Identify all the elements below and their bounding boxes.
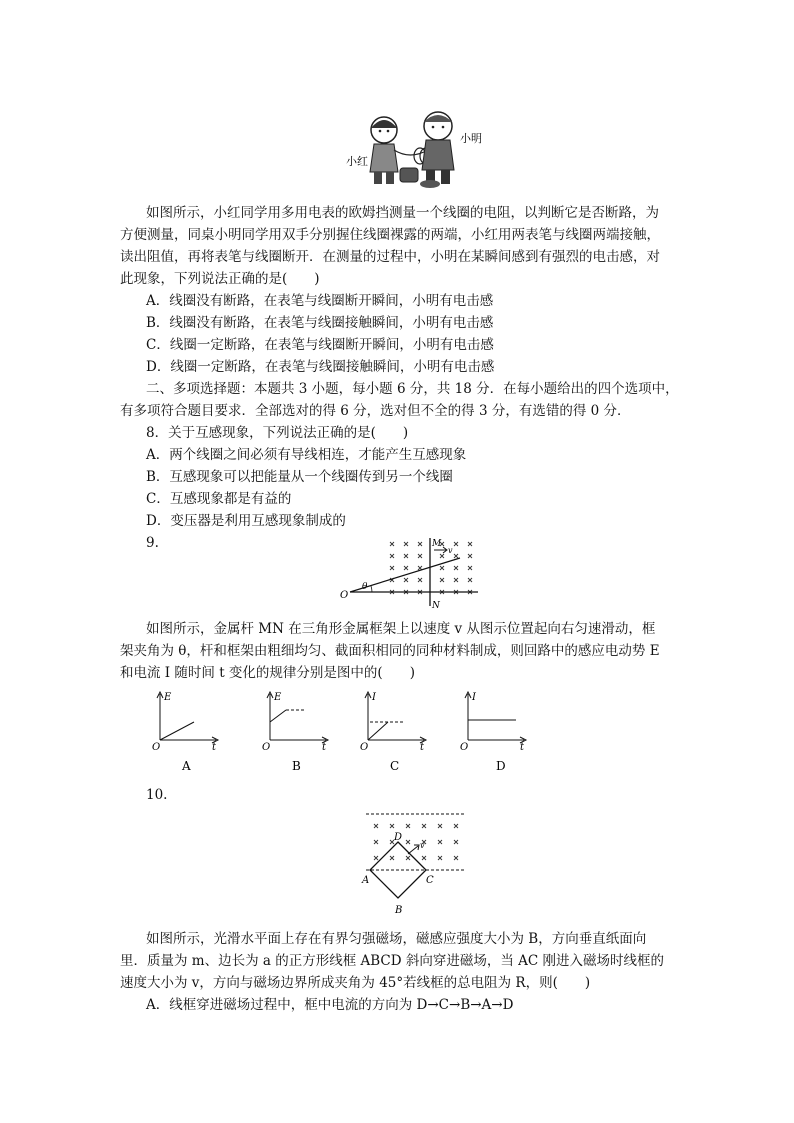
graph-b-origin: O — [262, 742, 271, 753]
graph-b-xlabel: t — [322, 742, 327, 753]
graph-b-ylabel: E — [274, 692, 282, 703]
magnetic-field-cross — [390, 542, 394, 546]
graph-a-xlabel: t — [212, 742, 217, 753]
graph-c-ylabel: I — [372, 692, 376, 703]
graph-b-caption: B — [292, 759, 301, 773]
graph-c-origin: O — [360, 742, 369, 753]
q9-label-n: N — [432, 601, 440, 611]
magnetic-field-cross — [454, 856, 458, 860]
magnetic-field-cross — [454, 566, 458, 570]
students-illustration — [340, 110, 510, 190]
q7-option-a: A．线圈没有断路，在表笔与线圈断开瞬间，小明有电击感 — [146, 293, 494, 309]
q10-number: 10. — [146, 787, 168, 803]
q9-graph-a — [150, 688, 230, 774]
magnetic-field-cross — [390, 566, 394, 570]
q7-line-4: 此现象，下列说法正确的是( ) — [120, 271, 320, 287]
magnetic-field-cross — [468, 554, 472, 558]
magnetic-field-cross — [438, 840, 442, 844]
magnetic-field-cross — [468, 578, 472, 582]
q10-option-a: A．线框穿进磁场过程中，框中电流的方向为 D→C→B→A→D — [146, 997, 514, 1013]
graph-d-caption: D — [496, 759, 506, 773]
q9-number: 9. — [146, 535, 159, 551]
magnetic-field-cross — [406, 840, 410, 844]
graph-d-ylabel: I — [472, 692, 476, 703]
q7-line-1: 如图所示，小红同学用多用电表的欧姆挡测量一个线圈的电阻，以判断它是否断路，为 — [146, 205, 659, 221]
q7-option-d: D．线圈一定断路，在表笔与线圈接触瞬间，小明有电击感 — [146, 359, 495, 375]
section2-line-1: 二、多项选择题：本题共 3 小题，每小题 6 分，共 18 分．在每小题给出的四个选项中， — [146, 381, 679, 397]
q7-line-2: 方便测量，同桌小明同学用双手分别握住线圈裸露的两端，小红用两表笔与线圈两端接触， — [120, 227, 660, 243]
magnetic-field-cross — [440, 554, 444, 558]
magnetic-field-cross — [404, 542, 408, 546]
graph-a-ylabel: E — [164, 692, 172, 703]
label-xiaohong: 小红 — [346, 155, 368, 168]
graph-c-xlabel: t — [420, 742, 425, 753]
magnetic-field-cross — [406, 824, 410, 828]
magnetic-field-cross — [418, 578, 422, 582]
q10-label-c: C — [426, 875, 434, 886]
q9-label-v: v — [448, 546, 453, 555]
q10-label-d: D — [394, 832, 403, 843]
magnetic-field-cross — [468, 566, 472, 570]
magnetic-field-cross — [390, 824, 394, 828]
q9-graph-b — [260, 688, 340, 774]
magnetic-field-cross — [390, 554, 394, 558]
q9-label-theta: θ — [362, 582, 368, 592]
magnetic-field-cross — [454, 578, 458, 582]
q8-option-d: D．变压器是利用互感现象制成的 — [146, 513, 346, 529]
magnetic-field-cross — [440, 566, 444, 570]
magnetic-field-cross — [454, 840, 458, 844]
q8-option-b: B．互感现象可以把能量从一个线圈传到另一个线圈 — [146, 469, 453, 485]
label-xiaoming: 小明 — [460, 132, 482, 145]
q10-label-v: v — [420, 841, 425, 850]
q9-graph-d — [458, 688, 538, 774]
magnetic-field-cross — [438, 856, 442, 860]
q10-label-b: B — [395, 905, 403, 916]
q7-option-c: C．线圈一定断路，在表笔与线圈断开瞬间，小明有电击感 — [146, 337, 494, 353]
q9-graph-c — [358, 688, 438, 774]
q7-line-3: 读出阻值，再将表笔与线圈断开．在测量的过程中，小明在某瞬间感到有强烈的电击感，对 — [120, 249, 660, 265]
magnetic-field-cross — [454, 542, 458, 546]
graph-a-caption: A — [182, 759, 191, 773]
magnetic-field-cross — [404, 554, 408, 558]
magnetic-field-cross — [404, 578, 408, 582]
q10-frame-figure — [360, 810, 470, 918]
magnetic-field-cross — [454, 824, 458, 828]
q8-option-a: A．两个线圈之间必须有导线相连，才能产生互感现象 — [146, 447, 467, 463]
magnetic-field-cross — [438, 824, 442, 828]
magnetic-field-cross — [406, 856, 410, 860]
q9-label-m: M — [432, 539, 442, 549]
magnetic-field-cross — [404, 566, 408, 570]
q9-line-2: 架夹角为 θ，杆和框架由粗细均匀、截面积相同的同种材料制成，则回路中的感应电动势 E — [120, 643, 660, 659]
magnetic-field-cross — [390, 856, 394, 860]
magnetic-field-cross — [418, 542, 422, 546]
magnetic-field-cross — [374, 824, 378, 828]
magnetic-field-cross — [422, 824, 426, 828]
q10-label-a: A — [362, 875, 370, 886]
magnetic-field-cross — [454, 554, 458, 558]
graph-d-xlabel: t — [520, 742, 525, 753]
q9-line-3: 和电流 I 随时间 t 变化的规律分别是图中的( ) — [120, 665, 415, 681]
graph-c-caption: C — [390, 759, 400, 773]
magnetic-field-cross — [374, 840, 378, 844]
magnetic-field-cross — [422, 856, 426, 860]
magnetic-field-cross — [374, 856, 378, 860]
q9-line-1: 如图所示，金属杆 MN 在三角形金属框架上以速度 v 从图示位置起向右匀速滑动，框 — [146, 621, 656, 637]
graph-d-origin: O — [460, 742, 469, 753]
section2-line-2: 有多项符合题目要求．全部选对的得 6 分，选对但不全的得 3 分，有选错的得 0 分． — [120, 403, 631, 419]
q7-option-b: B．线圈没有断路，在表笔与线圈接触瞬间，小明有电击感 — [146, 315, 494, 331]
q8-option-c: C．互感现象都是有益的 — [146, 491, 292, 507]
q10-line-2: 里．质量为 m、边长为 a 的正方形线框 ABCD 斜向穿进磁场，当 AC 刚进入磁场时线框的 — [120, 953, 665, 969]
q9-frame-figure — [320, 536, 480, 612]
q10-line-1: 如图所示，光滑水平面上存在有界匀强磁场，磁感应强度大小为 B，方向垂直纸面向 — [146, 931, 647, 947]
graph-a-origin: O — [152, 742, 161, 753]
q10-line-3: 速度大小为 v，方向与磁场边界所成夹角为 45°若线框的总电阻为 R，则( ) — [120, 975, 591, 991]
q8-stem: 8．关于互感现象，下列说法正确的是( ) — [146, 425, 409, 441]
magnetic-field-cross — [440, 578, 444, 582]
q9-label-o: O — [340, 590, 349, 601]
magnetic-field-cross — [468, 542, 472, 546]
magnetic-field-cross — [418, 554, 422, 558]
